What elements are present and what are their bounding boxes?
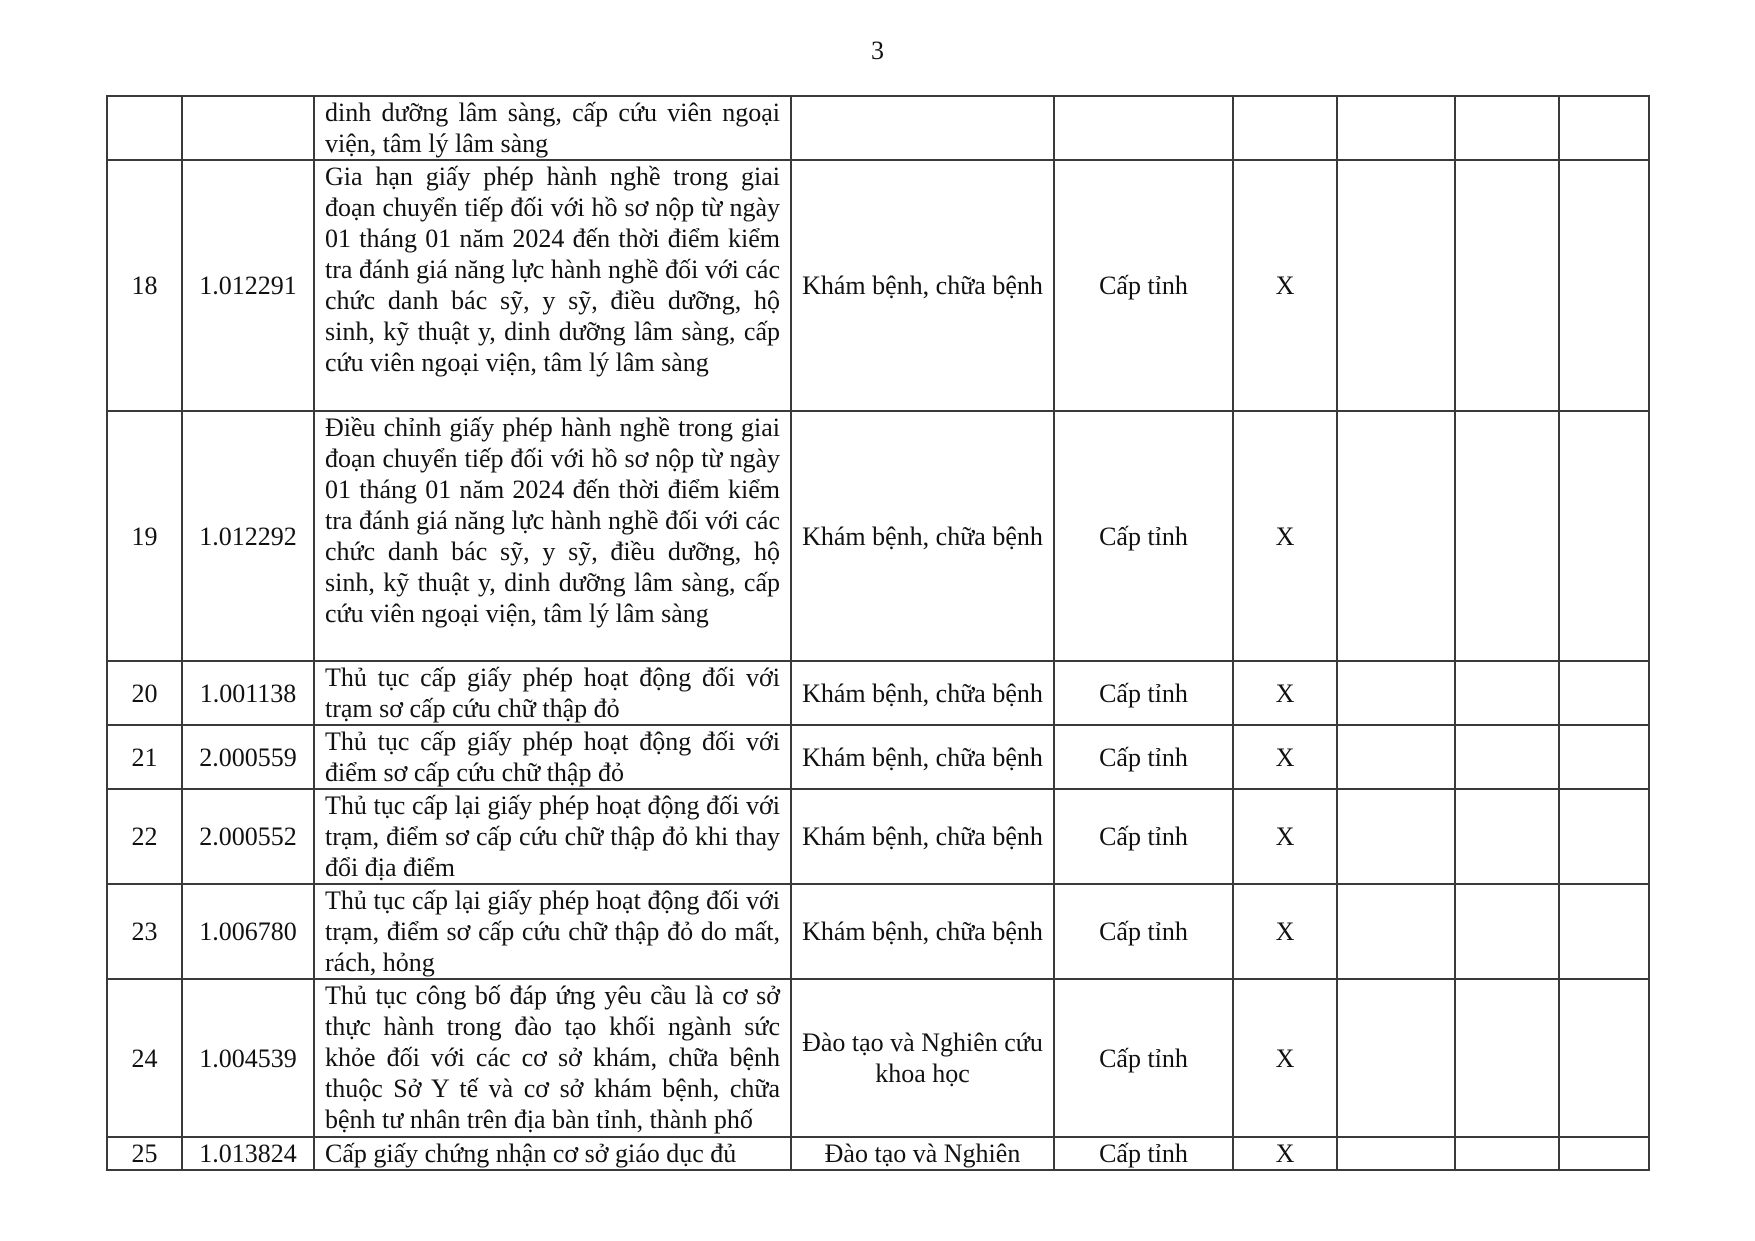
cell-extra-1 (1337, 725, 1455, 789)
cell-stt (107, 96, 182, 160)
cell-level: Cấp tỉnh (1054, 979, 1233, 1137)
cell-code: 1.004539 (182, 979, 314, 1137)
cell-mark: X (1233, 725, 1337, 789)
cell-extra-3 (1559, 96, 1649, 160)
cell-level: Cấp tỉnh (1054, 1137, 1233, 1170)
cell-level: Cấp tỉnh (1054, 789, 1233, 884)
cell-procedure-name: Cấp giấy chứng nhận cơ sở giáo dục đủ (314, 1137, 791, 1170)
cell-field: Đào tạo và Nghiên (791, 1137, 1054, 1170)
cell-stt: 21 (107, 725, 182, 789)
cell-extra-2 (1455, 789, 1559, 884)
cell-field: Khám bệnh, chữa bệnh (791, 725, 1054, 789)
cell-level: Cấp tỉnh (1054, 160, 1233, 411)
cell-stt: 18 (107, 160, 182, 411)
cell-stt: 23 (107, 884, 182, 979)
cell-extra-1 (1337, 661, 1455, 725)
cell-extra-2 (1455, 661, 1559, 725)
cell-mark: X (1233, 789, 1337, 884)
cell-code: 1.013824 (182, 1137, 314, 1170)
cell-code: 2.000552 (182, 789, 314, 884)
cell-level: Cấp tỉnh (1054, 884, 1233, 979)
cell-extra-2 (1455, 979, 1559, 1137)
table-row (107, 884, 1649, 979)
cell-code: 1.001138 (182, 661, 314, 725)
cell-extra-1 (1337, 1137, 1455, 1170)
cell-extra-2 (1455, 160, 1559, 411)
cell-extra-3 (1559, 725, 1649, 789)
cell-level (1054, 96, 1233, 160)
table-row (107, 1137, 1649, 1170)
cell-field: Khám bệnh, chữa bệnh (791, 160, 1054, 411)
table-row (107, 160, 1649, 411)
cell-mark: X (1233, 1137, 1337, 1170)
cell-stt: 25 (107, 1137, 182, 1170)
table-row-continuation (107, 96, 1649, 160)
cell-mark: X (1233, 979, 1337, 1137)
cell-extra-1 (1337, 884, 1455, 979)
cell-code (182, 96, 314, 160)
cell-extra-3 (1559, 979, 1649, 1137)
cell-code: 2.000559 (182, 725, 314, 789)
page-number: 3 (871, 36, 884, 65)
cell-extra-1 (1337, 411, 1455, 661)
cell-extra-3 (1559, 661, 1649, 725)
table-row (107, 725, 1649, 789)
cell-procedure-name: Thủ tục công bố đáp ứng yêu cầu là cơ sở thực hành trong đào tạo khối ngành sức khỏe đối với các cơ sở khám, chữa bệnh thuộc Sở Y tế và cơ sở khám bệnh, chữa bệnh tư nhân trên địa bàn tỉnh, thành phố (314, 979, 791, 1137)
cell-extra-2 (1455, 411, 1559, 661)
table-row (107, 789, 1649, 884)
cell-extra-3 (1559, 411, 1649, 661)
cell-field: Khám bệnh, chữa bệnh (791, 789, 1054, 884)
cell-mark: X (1233, 160, 1337, 411)
cell-extra-3 (1559, 1137, 1649, 1170)
cell-extra-2 (1455, 1137, 1559, 1170)
cell-extra-3 (1559, 789, 1649, 884)
cell-extra-1 (1337, 160, 1455, 411)
cell-extra-2 (1455, 96, 1559, 160)
table-row (107, 411, 1649, 661)
cell-mark: X (1233, 411, 1337, 661)
cell-extra-2 (1455, 884, 1559, 979)
cell-extra-3 (1559, 160, 1649, 411)
cell-extra-1 (1337, 96, 1455, 160)
cell-stt: 19 (107, 411, 182, 661)
cell-level: Cấp tỉnh (1054, 411, 1233, 661)
cell-field: Khám bệnh, chữa bệnh (791, 661, 1054, 725)
cell-extra-3 (1559, 884, 1649, 979)
cell-code: 1.012292 (182, 411, 314, 661)
cell-level: Cấp tỉnh (1054, 661, 1233, 725)
cell-code: 1.012291 (182, 160, 314, 411)
cell-extra-2 (1455, 725, 1559, 789)
procedures-table (106, 95, 1650, 1171)
table-row (107, 661, 1649, 725)
cell-level: Cấp tỉnh (1054, 725, 1233, 789)
cell-stt: 22 (107, 789, 182, 884)
cell-field: Khám bệnh, chữa bệnh (791, 884, 1054, 979)
cell-field (791, 96, 1054, 160)
cell-procedure-name: Gia hạn giấy phép hành nghề trong giai đoạn chuyển tiếp đối với hồ sơ nộp từ ngày 01 tháng 01 năm 2024 đến thời điểm kiểm tra đánh giá năng lực hành nghề đối với các chức danh bác sỹ, y sỹ, điều dưỡng, hộ sinh, kỹ thuật y, dinh dưỡng lâm sàng, cấp cứu viên ngoại viện, tâm lý lâm sàng (314, 160, 791, 411)
cell-field: Khám bệnh, chữa bệnh (791, 411, 1054, 661)
cell-field: Đào tạo và Nghiên cứu khoa học (791, 979, 1054, 1137)
cell-mark (1233, 96, 1337, 160)
cell-procedure-name: Thủ tục cấp lại giấy phép hoạt động đối với trạm, điểm sơ cấp cứu chữ thập đỏ khi thay đổi địa điểm (314, 789, 791, 884)
cell-stt: 20 (107, 661, 182, 725)
cell-mark: X (1233, 661, 1337, 725)
cell-extra-1 (1337, 789, 1455, 884)
cell-procedure-name: dinh dưỡng lâm sàng, cấp cứu viên ngoại viện, tâm lý lâm sàng (314, 96, 791, 160)
cell-procedure-name: Thủ tục cấp giấy phép hoạt động đối với trạm sơ cấp cứu chữ thập đỏ (314, 661, 791, 725)
table-row (107, 979, 1649, 1137)
cell-code: 1.006780 (182, 884, 314, 979)
cell-mark: X (1233, 884, 1337, 979)
cell-stt: 24 (107, 979, 182, 1137)
cell-procedure-name: Thủ tục cấp lại giấy phép hoạt động đối với trạm, điểm sơ cấp cứu chữ thập đỏ do mất, rách, hỏng (314, 884, 791, 979)
cell-procedure-name: Thủ tục cấp giấy phép hoạt động đối với điểm sơ cấp cứu chữ thập đỏ (314, 725, 791, 789)
cell-extra-1 (1337, 979, 1455, 1137)
cell-procedure-name: Điều chỉnh giấy phép hành nghề trong giai đoạn chuyển tiếp đối với hồ sơ nộp từ ngày 01 tháng 01 năm 2024 đến thời điểm kiểm tra đánh giá năng lực hành nghề đối với các chức danh bác sỹ, y sỹ, điều dưỡng, hộ sinh, kỹ thuật y, dinh dưỡng lâm sàng, cấp cứu viên ngoại viện, tâm lý lâm sàng (314, 411, 791, 661)
